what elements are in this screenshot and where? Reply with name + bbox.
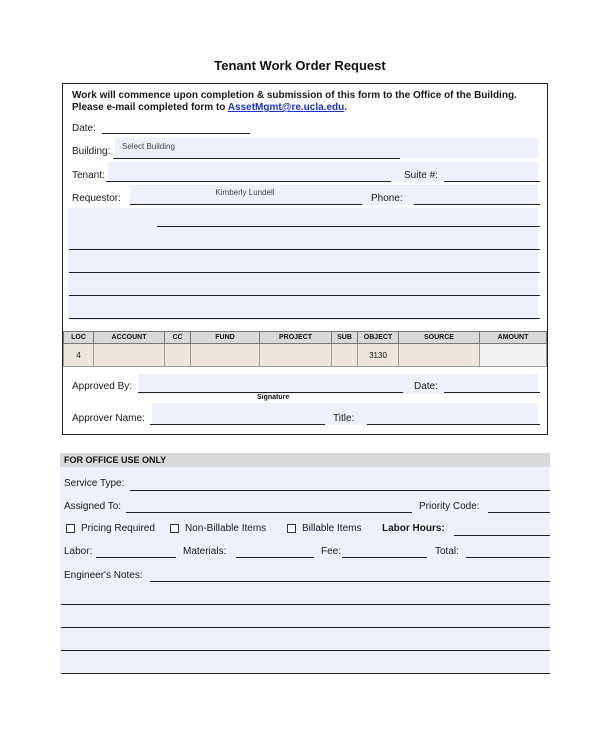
labor-hours-label: Labor Hours: [382,523,445,534]
priority-code-label: Priority Code: [419,501,480,512]
work-requested-line-4[interactable] [69,295,540,296]
requestor-label: Requestor: [72,193,121,204]
building-select-value: Select Building [122,142,175,151]
col-header-project: PROJECT [260,332,332,344]
date-field[interactable] [102,133,250,134]
approved-by-bg [138,374,538,394]
suite-field[interactable] [444,181,540,182]
assigned-to-field[interactable] [126,512,412,513]
engineers-notes-line-1[interactable] [150,581,550,582]
work-requested-line-1[interactable] [157,226,540,227]
labor-hours-field[interactable] [454,535,550,536]
cell-fund[interactable] [191,344,260,367]
col-header-object: OBJECT [358,332,399,344]
col-header-amount: AMOUNT [480,332,547,344]
approval-date-label: Date: [414,381,438,392]
engineers-notes-line-5[interactable] [61,673,550,674]
building-underline [113,158,400,159]
service-type-label: Service Type: [64,478,125,489]
intro-line-1: Work will commence upon completion & submission of this form to the Office of the Building. [72,90,517,101]
labor-field[interactable] [96,557,176,558]
total-label: Total: [435,546,459,557]
billable-label: Billable Items [302,523,362,534]
email-link[interactable]: AssetMgmt@re.ucla.edu [227,102,345,113]
work-requested-line-2[interactable] [69,249,540,250]
engineers-notes-line-4[interactable] [61,650,550,651]
approved-by-label: Approved By: [72,381,133,392]
col-header-source: SOURCE [399,332,480,344]
cell-cc[interactable] [165,344,191,367]
assigned-to-label: Assigned To: [64,501,122,512]
materials-field[interactable] [236,557,314,558]
intro-text [72,90,517,114]
total-field[interactable] [466,557,550,558]
intro-line-2: Please e-mail completed form to AssetMgmt@re.ucla.edu. [72,102,348,113]
phone-label: Phone: [371,193,403,204]
account-grid-row [64,344,547,367]
approver-title-label: Title: [333,413,355,424]
engineers-notes-label: Engineer's Notes: [64,570,143,581]
cell-loc[interactable]: 4 [64,344,94,367]
labor-label: Labor: [64,546,93,557]
signature-caption: Signature [257,394,290,401]
tenant-field-bg [108,162,538,182]
office-use-header-label: FOR OFFICE USE ONLY [64,455,167,465]
engineers-notes-line-3[interactable] [61,627,550,628]
col-header-fund: FUND [191,332,260,344]
cell-object[interactable]: 3130 [358,344,399,367]
tenant-field[interactable] [106,181,391,182]
suite-label: Suite #: [404,170,438,181]
approver-name-field[interactable] [150,424,325,425]
billable-checkbox[interactable] [287,524,296,533]
account-grid [63,331,547,367]
fee-field[interactable] [342,557,427,558]
fee-label: Fee: [321,546,342,557]
cell-account[interactable] [94,344,165,367]
pricing-required-label: Pricing Required [81,523,155,534]
col-header-sub: SUB [332,332,358,344]
work-requested-line-3[interactable] [69,272,540,273]
page-title: Tenant Work Order Request [214,58,386,73]
pricing-required-checkbox[interactable] [66,524,75,533]
approver-title-field[interactable] [367,424,540,425]
approver-name-label: Approver Name: [72,413,145,424]
cell-sub[interactable] [332,344,358,367]
materials-label: Materials: [183,546,227,557]
date-label: Date: [72,123,96,134]
cell-project[interactable] [260,344,332,367]
work-requested-bg [68,208,538,320]
requestor-field[interactable] [130,204,362,205]
col-header-loc: LOC [64,332,94,344]
engineers-notes-line-2[interactable] [61,604,550,605]
approved-by-field[interactable] [138,392,403,393]
non-billable-checkbox[interactable] [170,524,179,533]
service-type-field[interactable] [130,490,550,491]
building-label: Building: [72,146,111,157]
tenant-label: Tenant: [72,170,105,181]
office-use-header [60,453,550,467]
cell-source[interactable] [399,344,480,367]
col-header-cc: CC [165,332,191,344]
account-grid-header [64,332,547,344]
approval-date-field[interactable] [444,392,540,393]
phone-field[interactable] [414,204,540,205]
priority-code-field[interactable] [488,512,550,513]
cell-amount[interactable] [480,344,547,367]
col-header-account: ACCOUNT [94,332,165,344]
non-billable-label: Non-Billable Items [185,523,267,534]
building-select[interactable] [115,138,538,158]
work-requested-line-5[interactable] [69,318,540,319]
requestor-value: Kimberly Lundell [215,188,275,197]
